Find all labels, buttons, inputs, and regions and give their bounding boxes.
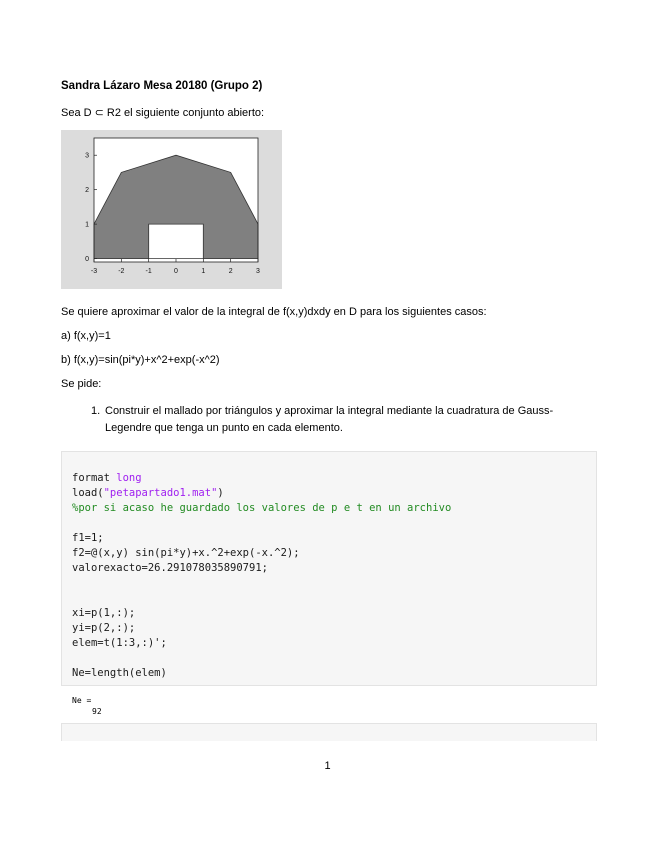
x-tick-label: 1 (201, 268, 206, 275)
x-tick-label: 0 (174, 268, 178, 275)
x-tick-label: 3 (256, 268, 260, 275)
list-text: Construir el mallado por triángulos y aproximar la integral mediante la cuadratura de Gauss-Legendre que tenga un punto en cada elemento. (105, 405, 554, 434)
code-line-load: load("petapartado1.mat") (72, 487, 224, 499)
question-text: Se quiere aproximar el valor de la integral de f(x,y)dxdy en D para los siguientes casos: (61, 306, 487, 318)
load-string: "petapartado1.mat" (103, 487, 218, 499)
list-number: 1. (91, 405, 101, 417)
format-arg: long (116, 472, 142, 484)
x-tick-label: -3 (90, 268, 98, 275)
code-line-yi: yi=p(2,:); (72, 622, 136, 634)
code-block[interactable] (61, 451, 597, 686)
x-tick-label: -1 (145, 268, 152, 275)
domain-figure (61, 130, 282, 289)
code-line-elem: elem=t(1:3,:)'; (72, 637, 167, 649)
se-pide-text: Se pide: (61, 378, 102, 390)
case-a-text: a) f(x,y)=1 (61, 330, 111, 342)
intro-text: Sea D ⊂ R2 el siguiente conjunto abierto: (61, 107, 265, 119)
code-block-2[interactable] (61, 723, 597, 741)
page-number: 1 (324, 760, 331, 772)
output-value: 92 (92, 707, 102, 716)
domain-plot (61, 130, 282, 289)
y-tick-label: 1 (85, 221, 89, 229)
code-line-xi: xi=p(1,:); (72, 607, 136, 619)
code-line-f1: f1=1; (72, 532, 104, 544)
x-tick-label: -2 (118, 268, 125, 275)
code-line-f2: f2=@(x,y) sin(pi*y)+x.^2+exp(-x.^2); (72, 547, 300, 559)
code-line-ne: Ne=length(elem) (72, 667, 167, 679)
document-title: Sandra Lázaro Mesa 20180 (Grupo 2) (61, 80, 263, 92)
y-tick-label: 0 (85, 256, 89, 264)
x-tick-label: 2 (228, 268, 233, 275)
code-line-format: format long (72, 472, 142, 484)
case-b-text: b) f(x,y)=sin(pi*y)+x^2+exp(-x^2) (61, 354, 220, 366)
code-line-valorexacto: valorexacto=26.291078035890791; (72, 562, 268, 574)
code-line-comment: %por si acaso he guardado los valores de p e t en un archivo (72, 502, 452, 514)
y-tick-label: 2 (85, 187, 89, 195)
output-label: Ne = (72, 696, 92, 705)
y-tick-label: 3 (85, 152, 89, 160)
